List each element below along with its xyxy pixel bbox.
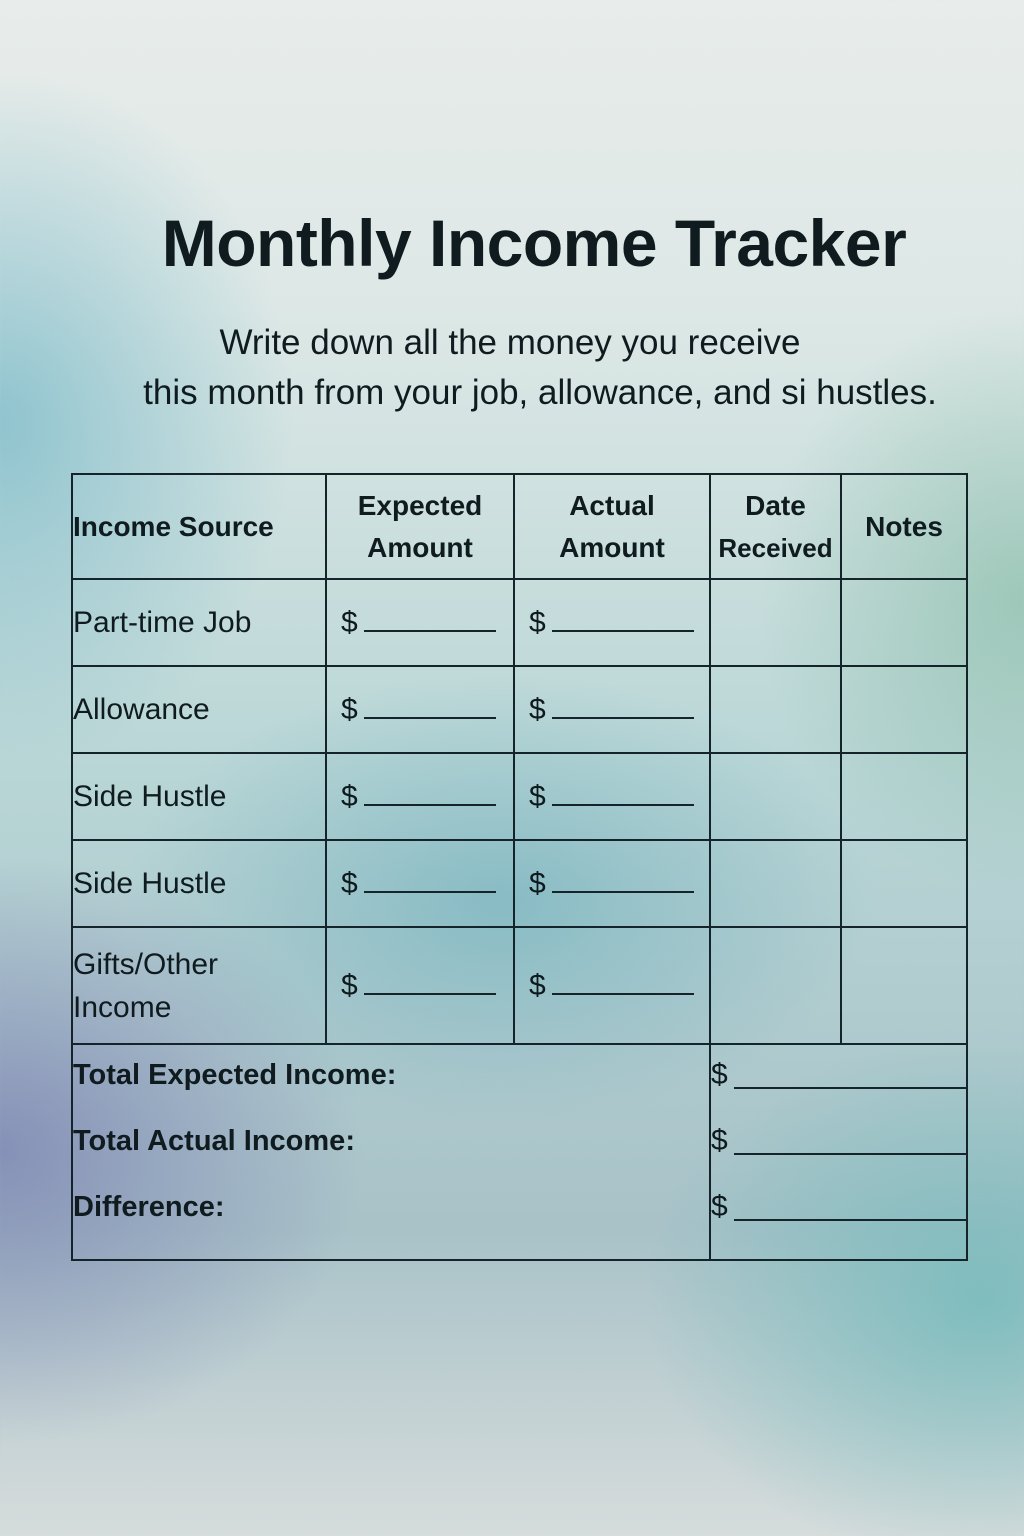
total-actual-field[interactable] bbox=[711, 1119, 966, 1185]
table-row bbox=[72, 927, 967, 1044]
income-source-label: Side Hustle bbox=[72, 840, 326, 927]
summary-row bbox=[72, 1044, 967, 1260]
blank-line bbox=[734, 1153, 966, 1155]
notes-field[interactable] bbox=[841, 579, 967, 666]
table-row bbox=[72, 753, 967, 840]
blank-line bbox=[364, 891, 496, 893]
header-notes: Notes bbox=[841, 474, 967, 579]
table-header-row bbox=[72, 474, 967, 579]
header-actual-line-1: Actual bbox=[569, 489, 655, 521]
table-row bbox=[72, 840, 967, 927]
header-date-line-1: Date bbox=[745, 489, 806, 521]
dollar-sign: $ bbox=[529, 692, 546, 726]
actual-amount-field[interactable] bbox=[514, 666, 710, 753]
dollar-sign: $ bbox=[711, 1190, 728, 1223]
header-expected-line-2: Amount bbox=[367, 531, 473, 563]
total-actual-label: Total Actual Income: bbox=[73, 1125, 355, 1157]
blank-line bbox=[364, 804, 496, 806]
header-actual-amount bbox=[514, 474, 710, 579]
expected-amount-field[interactable] bbox=[326, 840, 514, 927]
blank-line bbox=[552, 993, 694, 995]
notes-field[interactable] bbox=[841, 753, 967, 840]
dollar-sign: $ bbox=[341, 968, 358, 1002]
dollar-sign: $ bbox=[529, 866, 546, 900]
difference-field[interactable] bbox=[711, 1185, 966, 1251]
date-received-field[interactable] bbox=[710, 753, 841, 840]
actual-amount-field[interactable] bbox=[514, 927, 710, 1044]
blank-line bbox=[552, 804, 694, 806]
actual-amount-field[interactable] bbox=[514, 579, 710, 666]
instructions-line-2: this month from your job, allowance, and si hustles. bbox=[143, 373, 937, 412]
blank-line bbox=[734, 1219, 966, 1221]
blank-line bbox=[734, 1087, 966, 1089]
summary-labels bbox=[72, 1044, 710, 1260]
instructions-line-1: Write down all the money you receive bbox=[219, 323, 801, 362]
actual-amount-field[interactable] bbox=[514, 753, 710, 840]
dollar-sign: $ bbox=[711, 1058, 728, 1091]
difference-label: Difference: bbox=[73, 1191, 225, 1223]
notes-field[interactable] bbox=[841, 666, 967, 753]
income-source-line-1: Gifts/Other bbox=[73, 947, 219, 981]
income-source-label: Part-time Job bbox=[72, 579, 326, 666]
income-source-label: Allowance bbox=[72, 666, 326, 753]
dollar-sign: $ bbox=[529, 779, 546, 813]
summary-values bbox=[710, 1044, 967, 1260]
expected-amount-field[interactable] bbox=[326, 927, 514, 1044]
page-title: Monthly Income Tracker bbox=[161, 206, 907, 280]
actual-amount-field[interactable] bbox=[514, 840, 710, 927]
date-received-field[interactable] bbox=[710, 840, 841, 927]
blank-line bbox=[552, 717, 694, 719]
blank-line bbox=[364, 630, 496, 632]
date-received-field[interactable] bbox=[710, 666, 841, 753]
instructions bbox=[60, 318, 1020, 418]
income-source-label: Side Hustle bbox=[72, 753, 326, 840]
blank-line bbox=[364, 993, 496, 995]
date-received-field[interactable] bbox=[710, 927, 841, 1044]
header-date-line-2: Received bbox=[718, 532, 833, 563]
dollar-sign: $ bbox=[341, 866, 358, 900]
date-received-field[interactable] bbox=[710, 579, 841, 666]
table-row bbox=[72, 666, 967, 753]
income-tracker-table bbox=[71, 473, 968, 1261]
dollar-sign: $ bbox=[529, 605, 546, 639]
dollar-sign: $ bbox=[711, 1124, 728, 1157]
dollar-sign: $ bbox=[529, 968, 546, 1002]
header-date-received bbox=[710, 474, 841, 579]
expected-amount-field[interactable] bbox=[326, 579, 514, 666]
total-expected-field[interactable] bbox=[711, 1053, 966, 1119]
header-income-source: Income Source bbox=[72, 474, 326, 579]
total-expected-label: Total Expected Income: bbox=[73, 1059, 397, 1091]
income-source-label bbox=[72, 927, 326, 1044]
dollar-sign: $ bbox=[341, 605, 358, 639]
income-source-line-2: Income bbox=[73, 990, 172, 1024]
notes-field[interactable] bbox=[841, 927, 967, 1044]
header-actual-line-2: Amount bbox=[559, 531, 665, 563]
dollar-sign: $ bbox=[341, 779, 358, 813]
blank-line bbox=[552, 891, 694, 893]
table-row bbox=[72, 579, 967, 666]
header-expected-amount bbox=[326, 474, 514, 579]
dollar-sign: $ bbox=[341, 692, 358, 726]
header-expected-line-1: Expected bbox=[357, 489, 483, 521]
notes-field[interactable] bbox=[841, 840, 967, 927]
blank-line bbox=[364, 717, 496, 719]
expected-amount-field[interactable] bbox=[326, 666, 514, 753]
expected-amount-field[interactable] bbox=[326, 753, 514, 840]
blank-line bbox=[552, 630, 694, 632]
